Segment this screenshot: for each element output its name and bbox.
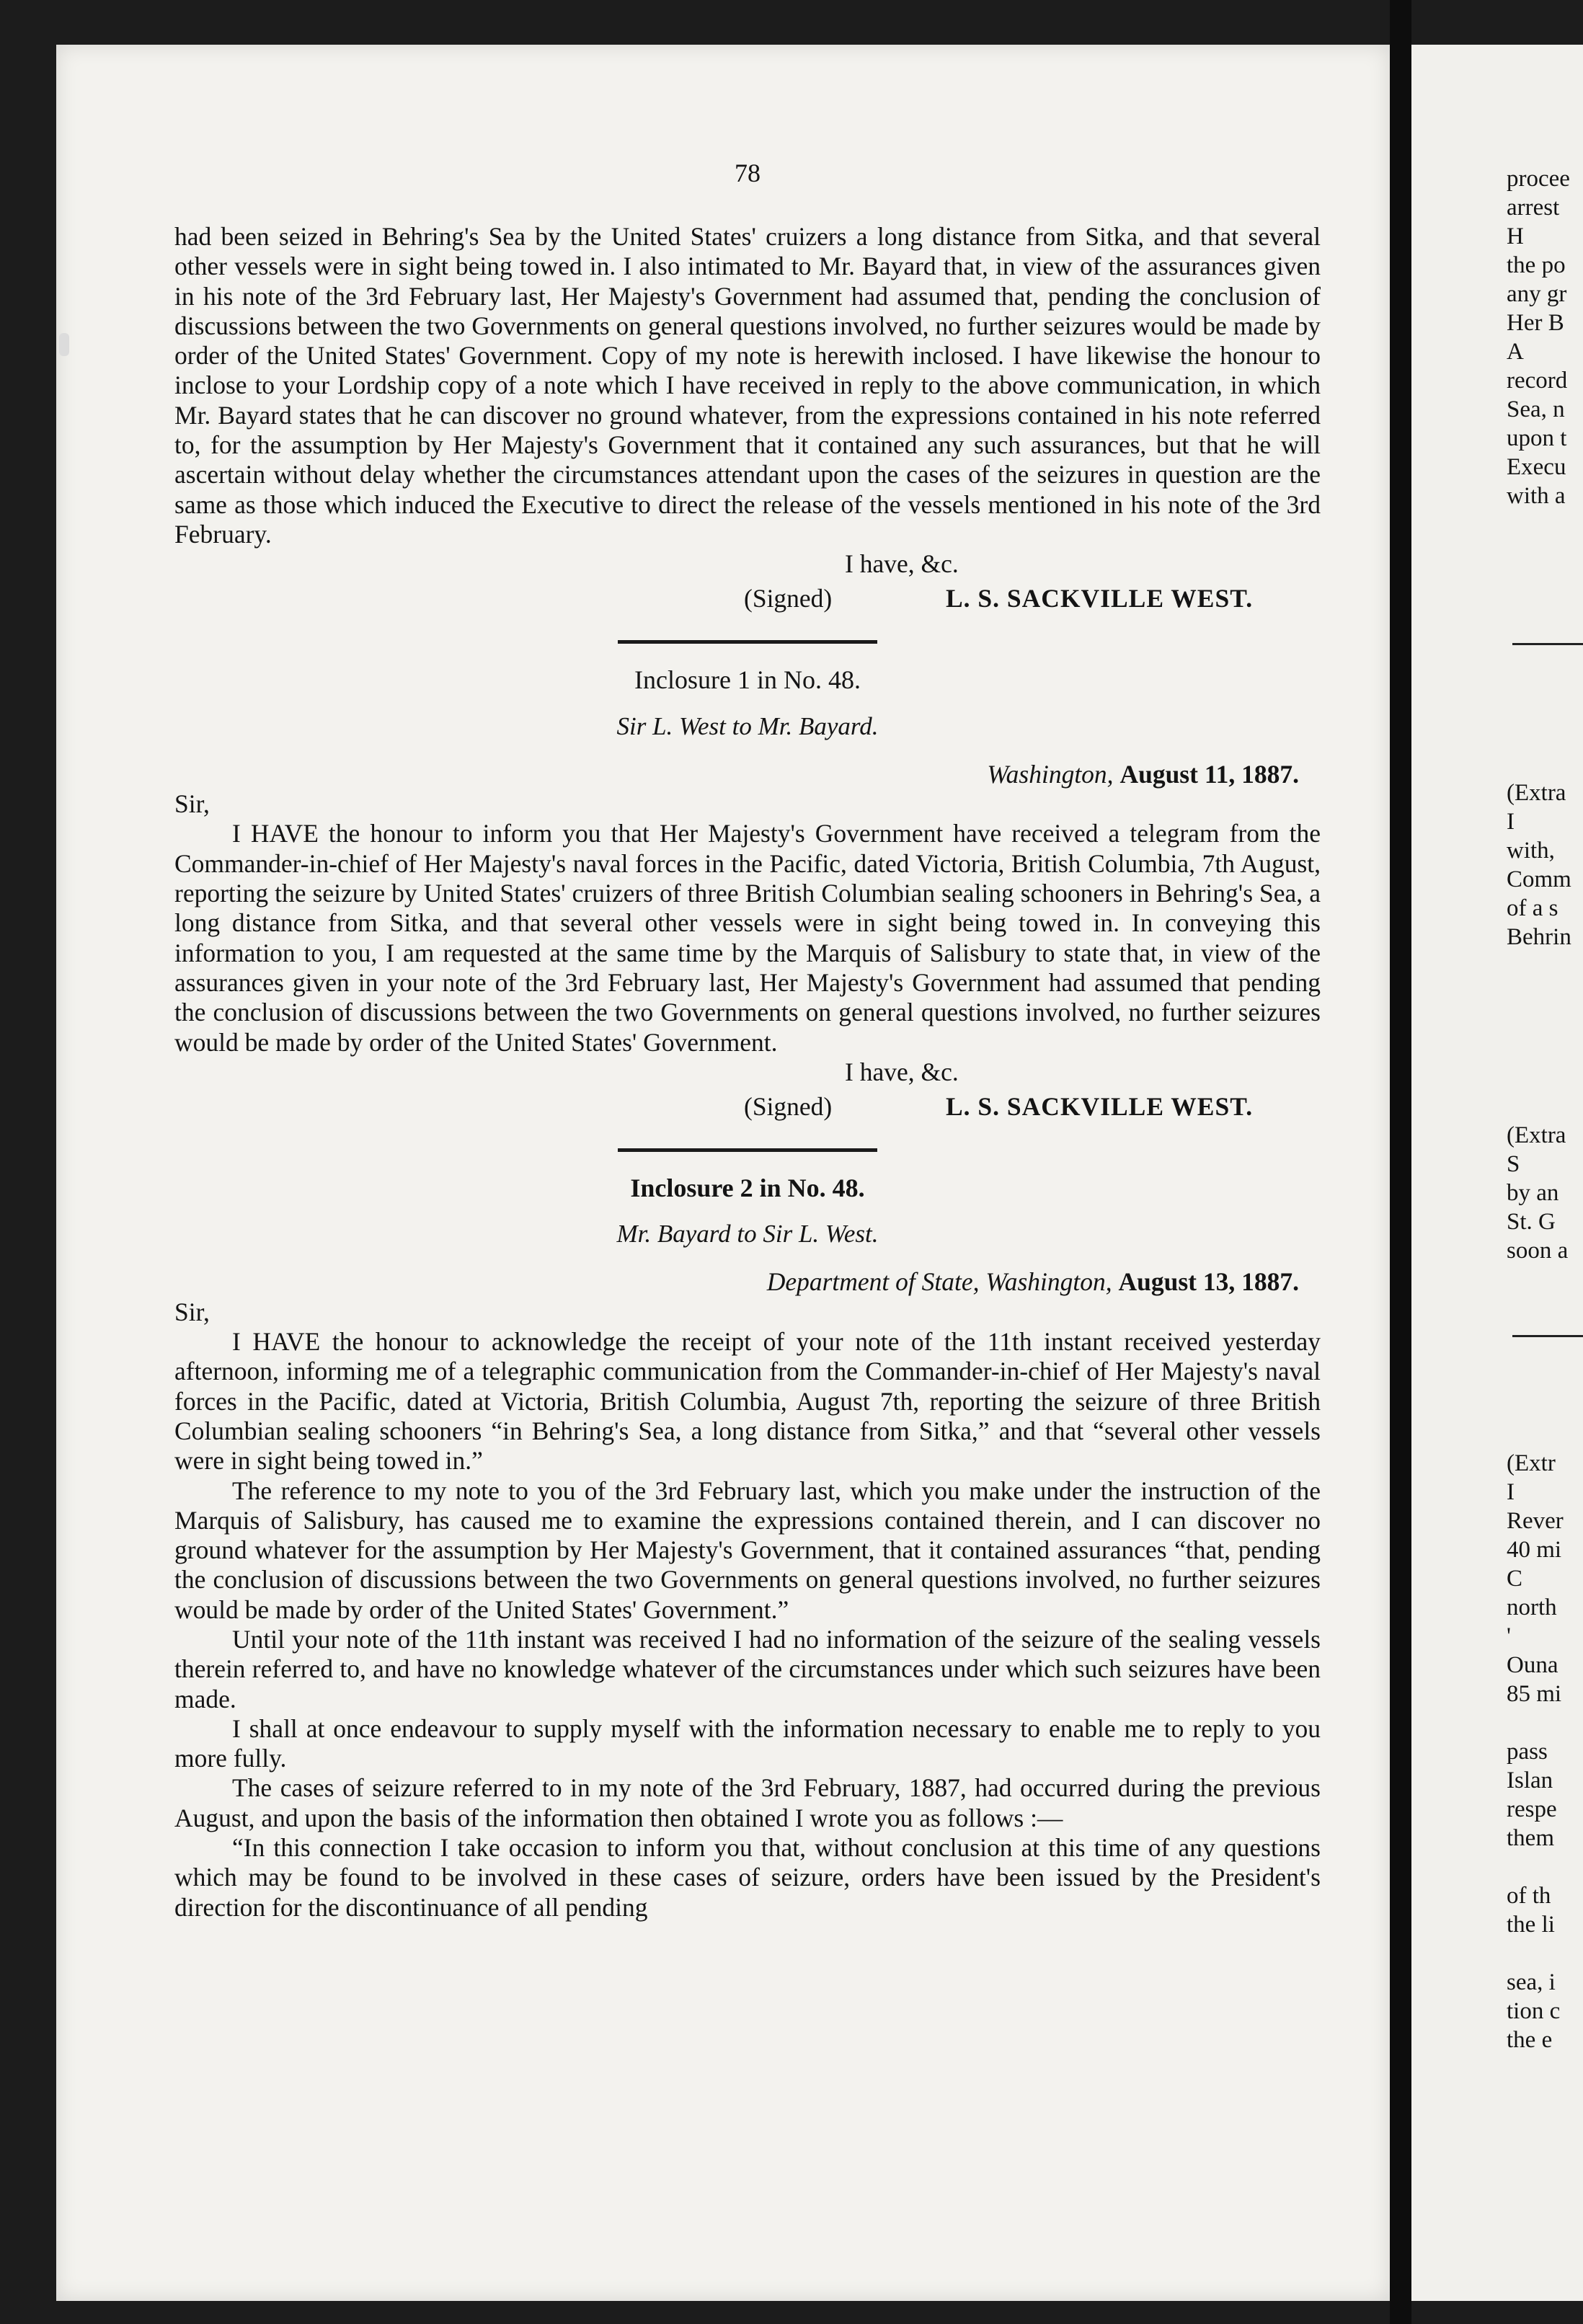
adjacent-page-text: C [1507, 1566, 1523, 1592]
closing-text: I have, &c. [845, 549, 959, 579]
adjacent-page-text: St. G [1507, 1209, 1556, 1235]
adjacent-page-text: I [1507, 809, 1515, 835]
inclosure-1-body: I HAVE the honour to inform you that Her Majesty's Government have received a telegram from the Commander-in-chief of Her Majesty's naval forces in the Pacific, dated Victoria, British Columbia, 7th August, reporting the seizure by United States' cruizers of three British Columbian sealing schooners in Behring's Sea, a long distance from Sitka, and that several other vessels were in sight being towed in. In conveying this information to you, I am requested at the same time by the Marquis of Salisbury to state that, in view of the assurances given in your note of the 3rd February last, Her Majesty's Government had assumed that pending the conclusion of discussions between the two Governments on general questions involved, no further seizures would be made by order of the United States' Government. [174, 819, 1321, 1057]
adjacent-page-text: with, [1507, 838, 1555, 864]
adjacent-page-text: pass [1507, 1739, 1548, 1765]
adjacent-page-text: Her B [1507, 310, 1564, 336]
date-place: Department of State, Washington, [766, 1267, 1112, 1297]
adjacent-page-text: with a [1507, 483, 1566, 509]
margin-mark [59, 333, 69, 356]
page-number: 78 [735, 159, 761, 187]
date-value: August 13, 1887. [1118, 1267, 1299, 1297]
section-divider [618, 640, 877, 644]
inclosure-2-date [174, 1267, 1321, 1297]
adjacent-page-text: ' [1507, 1623, 1511, 1649]
inclosure-2-salutation: Sir, [174, 1297, 210, 1326]
adjacent-page-text: the e [1507, 2027, 1553, 2053]
adjacent-page-text: procee [1507, 166, 1570, 192]
adjacent-page-text: 40 mi [1507, 1537, 1562, 1563]
adjacent-page-text: upon t [1507, 425, 1567, 451]
closing-row [174, 1057, 1321, 1092]
closing-row [174, 549, 1321, 584]
adjacent-page-text: north [1507, 1595, 1557, 1620]
adjacent-page-text: Islan [1507, 1768, 1553, 1793]
adjacent-page-rule [1512, 643, 1583, 645]
inclosure-1-salutation: Sir, [174, 789, 210, 819]
signer-name: L. S. SACKVILLE WEST. [946, 1091, 1254, 1121]
inclosure-2-heading: Mr. Bayard to Sir L. West. [616, 1220, 879, 1249]
inclosure-2-paragraph: The reference to my note to you of the 3rd February last, which you make under the instruction of the Marquis of Salisbury, has caused me to examine the expressions contained therein, and I can discover no ground whatever for the assumption by Her Majesty's Government, that it contained assurances “that, pending the conclusion of discussions between the two Governments on general questions involved, no further seizures would be made by order of the United States' Government.” [174, 1476, 1321, 1624]
adjacent-page-text: 85 mi [1507, 1681, 1562, 1707]
adjacent-page-text: by an [1507, 1180, 1559, 1206]
adjacent-page-text: record [1507, 368, 1568, 394]
inclosure-2-paragraph: Until your note of the 11th instant was received I had no information of the seizure of the sealing vessels therein referred to, and have no knowledge whatever of the circumstances under which such seizures have been made. [174, 1624, 1321, 1713]
adjacent-page-text: A [1507, 339, 1524, 365]
adjacent-page-text: Ouna [1507, 1652, 1558, 1678]
adjacent-page-text: any gr [1507, 281, 1567, 307]
adjacent-page-text: H [1507, 223, 1524, 249]
adjacent-page-text: Rever [1507, 1508, 1564, 1534]
adjacent-page-text: sea, i [1507, 1969, 1556, 1995]
page-gutter [1390, 0, 1411, 2324]
adjacent-page-text: (Extra [1507, 780, 1566, 806]
adjacent-page-text: Behrin [1507, 924, 1571, 950]
adjacent-page-text: arrest [1507, 195, 1560, 221]
adjacent-page-text: of a s [1507, 895, 1558, 921]
inclosure-1-heading: Sir L. West to Mr. Bayard. [616, 711, 879, 740]
adjacent-page-text: tion c [1507, 1998, 1561, 2024]
inclosure-1-title: Inclosure 1 in No. 48. [634, 665, 861, 695]
date-value: August 11, 1887. [1119, 759, 1299, 789]
adjacent-page-text: respe [1507, 1796, 1557, 1822]
signed-label: (Signed) [744, 584, 833, 613]
signature-row [174, 1092, 1321, 1127]
section-divider [618, 1148, 877, 1152]
inclosure-2-paragraph: I HAVE the honour to acknowledge the receipt of your note of the 11th instant received yesterday afternoon, informing me of a telegraphic communication from the Commander-in-chief of Her Majesty's naval forces in the Pacific, dated at Victoria, British Columbia, August 7th, reporting the seizure of three British Columbian sealing schooners “in Behring's Sea, a long distance from Sitka,” and that “several other vessels were in sight being towed in.” [174, 1327, 1321, 1476]
adjacent-page-text: of th [1507, 1883, 1551, 1909]
page-content [174, 159, 1321, 1922]
inclosure-1-date [174, 760, 1321, 789]
signed-label: (Signed) [744, 1091, 833, 1121]
inclosure-2-paragraph: I shall at once endeavour to supply myself with the information necessary to enable me to reply to you more fully. [174, 1713, 1321, 1773]
adjacent-page-text: the po [1507, 252, 1566, 278]
adjacent-page-text: Comm [1507, 866, 1571, 892]
adjacent-page-text: (Extr [1507, 1450, 1556, 1476]
inclosure-2-paragraph: The cases of seizure referred to in my note of the 3rd February, 1887, had occurred during the previous August, and upon the basis of the information then obtained I wrote you as follows :— [174, 1773, 1321, 1832]
signature-row [174, 584, 1321, 618]
inclosure-2-paragraph: “In this connection I take occasion to inform you that, without conclusion at this time of any questions which may be found to be involved in these cases of seizure, orders have been issued by the President's direction for the discontinuance of all pending [174, 1833, 1321, 1922]
adjacent-page-text: them [1507, 1825, 1554, 1851]
adjacent-page-text: I [1507, 1479, 1515, 1505]
closing-text: I have, &c. [845, 1057, 959, 1086]
adjacent-page-text: (Extra [1507, 1122, 1566, 1148]
adjacent-page-text: Execu [1507, 454, 1566, 480]
date-place: Washington, [987, 759, 1114, 789]
inclosure-2-title: Inclosure 2 in No. 48. [630, 1173, 865, 1202]
signer-name: L. S. SACKVILLE WEST. [946, 584, 1254, 613]
opening-paragraph: had been seized in Behring's Sea by the United States' cruizers a long distance from Sitka, and that several other vessels were in sight being towed in. I also intimated to Mr. Bayard that, in view of the assurances given in his note of the 3rd February last, Her Majesty's Government had assumed that, pending the conclusion of discussions between the two Governments on general questions involved, no further seizures would be made by order of the United States' Government. Copy of my note is herewith inclosed. I have likewise the honour to inclose to your Lordship copy of a note which I have received in reply to the above communication, in which Mr. Bayard states that he can discover no ground whatever, from the expressions contained in his note referred to, for the assumption by Her Majesty's Government that it contained any such assurances, but that he will ascertain without delay whether the circumstances attendant upon the cases of the seizures in question are the same as those which induced the Executive to direct the release of the vessels mentioned in his note of the 3rd February. [174, 222, 1321, 549]
adjacent-page-rule [1512, 1335, 1583, 1337]
adjacent-page-text: S [1507, 1151, 1520, 1177]
adjacent-page-text: Sea, n [1507, 396, 1565, 422]
adjacent-page-fragment [1411, 45, 1583, 2301]
adjacent-page-text: soon a [1507, 1238, 1569, 1264]
adjacent-page-text: the li [1507, 1912, 1555, 1938]
